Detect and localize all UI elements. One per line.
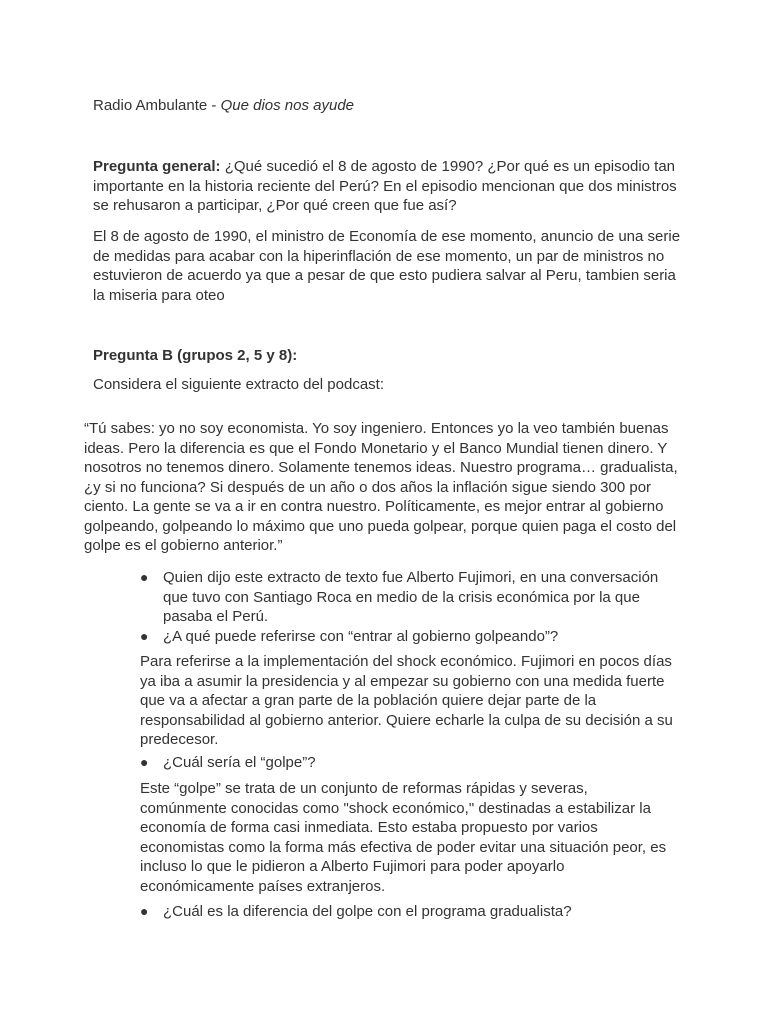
consider-text: Considera el siguiente extracto del podcast:	[93, 376, 385, 393]
bullet-icon: ●	[140, 569, 149, 585]
document-title	[93, 96, 693, 116]
bullet-item-2	[140, 627, 680, 647]
bullet-text: ¿Cuál sería el “golpe”?	[163, 754, 316, 771]
answer-1: Para referirse a la implementación del shock económico. Fujimori en pocos días ya iba a asumir la presidencia y al empezar su gobierno con una medida fuerte que va a afectar a gran parte de la población quiere dejar parte de la responsabilidad al gobierno anterior. Quiere echarle la culpa de su decisión a su predecesor.	[140, 653, 673, 748]
bullet-text: ¿Cuál es la diferencia del golpe con el programa gradualista?	[163, 903, 572, 920]
podcast-quote: “Tú sabes: yo no soy economista. Yo soy ingeniero. Entonces yo la veo también buenas ideas. Pero la diferencia es que el Fondo Monetario y el Banco Mundial tienen dinero. Y nosotros no tenemos dinero. Solamente tenemos ideas. Nuestro programa… gradualista, ¿y si no funciona? Si después de un año o dos años la inflación sigue siendo 300 por ciento. La gente se va a ir en contra nuestro. Políticamente, es mejor entrar al gobierno golpeando, golpeando lo máximo que uno pueda golpear, porque quien paga el costo del golpe es el gobierno anterior.”	[84, 420, 678, 554]
question-b-label: Pregunta B (grupos 2, 5 y 8):	[93, 347, 298, 364]
general-question	[93, 157, 683, 216]
general-question-label: Pregunta general:	[93, 158, 221, 175]
bullet-icon: ●	[140, 754, 149, 770]
bullet-icon: ●	[140, 628, 149, 644]
title-prefix: Radio Ambulante -	[93, 97, 221, 114]
bullet-item-4	[140, 902, 680, 922]
bullet-text: Quien dijo este extracto de texto fue Alberto Fujimori, en una conversación que tuvo con Santiago Roca en medio de la crisis económica por la que pasaba el Perú.	[163, 569, 659, 625]
answer-2: Este “golpe” se trata de un conjunto de reformas rápidas y severas, comúnmente conocidas como "shock económico," destinadas a estabilizar la economía de forma casi inmediata. Esto estaba propuesto por varios economistas como la forma más efectiva de poder evitar una situación peor, es incluso lo que le pidieron a Alberto Fujimori para poder apoyarlo económicamente países extranjeros.	[140, 780, 667, 895]
bullet-icon: ●	[140, 903, 149, 919]
bullet-item-3	[140, 753, 680, 773]
general-question-text: ¿Qué sucedió el 8 de agosto de 1990? ¿Por qué es un episodio tan importante en la historia reciente del Perú? En el episodio mencionan que dos ministros se rehusaron a participar, ¿Por qué creen que fue así?	[93, 158, 677, 214]
episode-title: Que dios nos ayude	[220, 97, 355, 114]
bullet-item-1	[140, 568, 680, 628]
bullet-text: ¿A qué puede referirse con “entrar al gobierno golpeando”?	[163, 628, 559, 645]
general-answer: El 8 de agosto de 1990, el ministro de Economía de ese momento, anuncio de una serie de medidas para acabar con la hiperinflación de ese momento, un par de ministros no estuvieron de acuerdo ya que a pesar de que esto pudiera salvar al Peru, tambien seria la miseria para oteo	[93, 228, 681, 304]
